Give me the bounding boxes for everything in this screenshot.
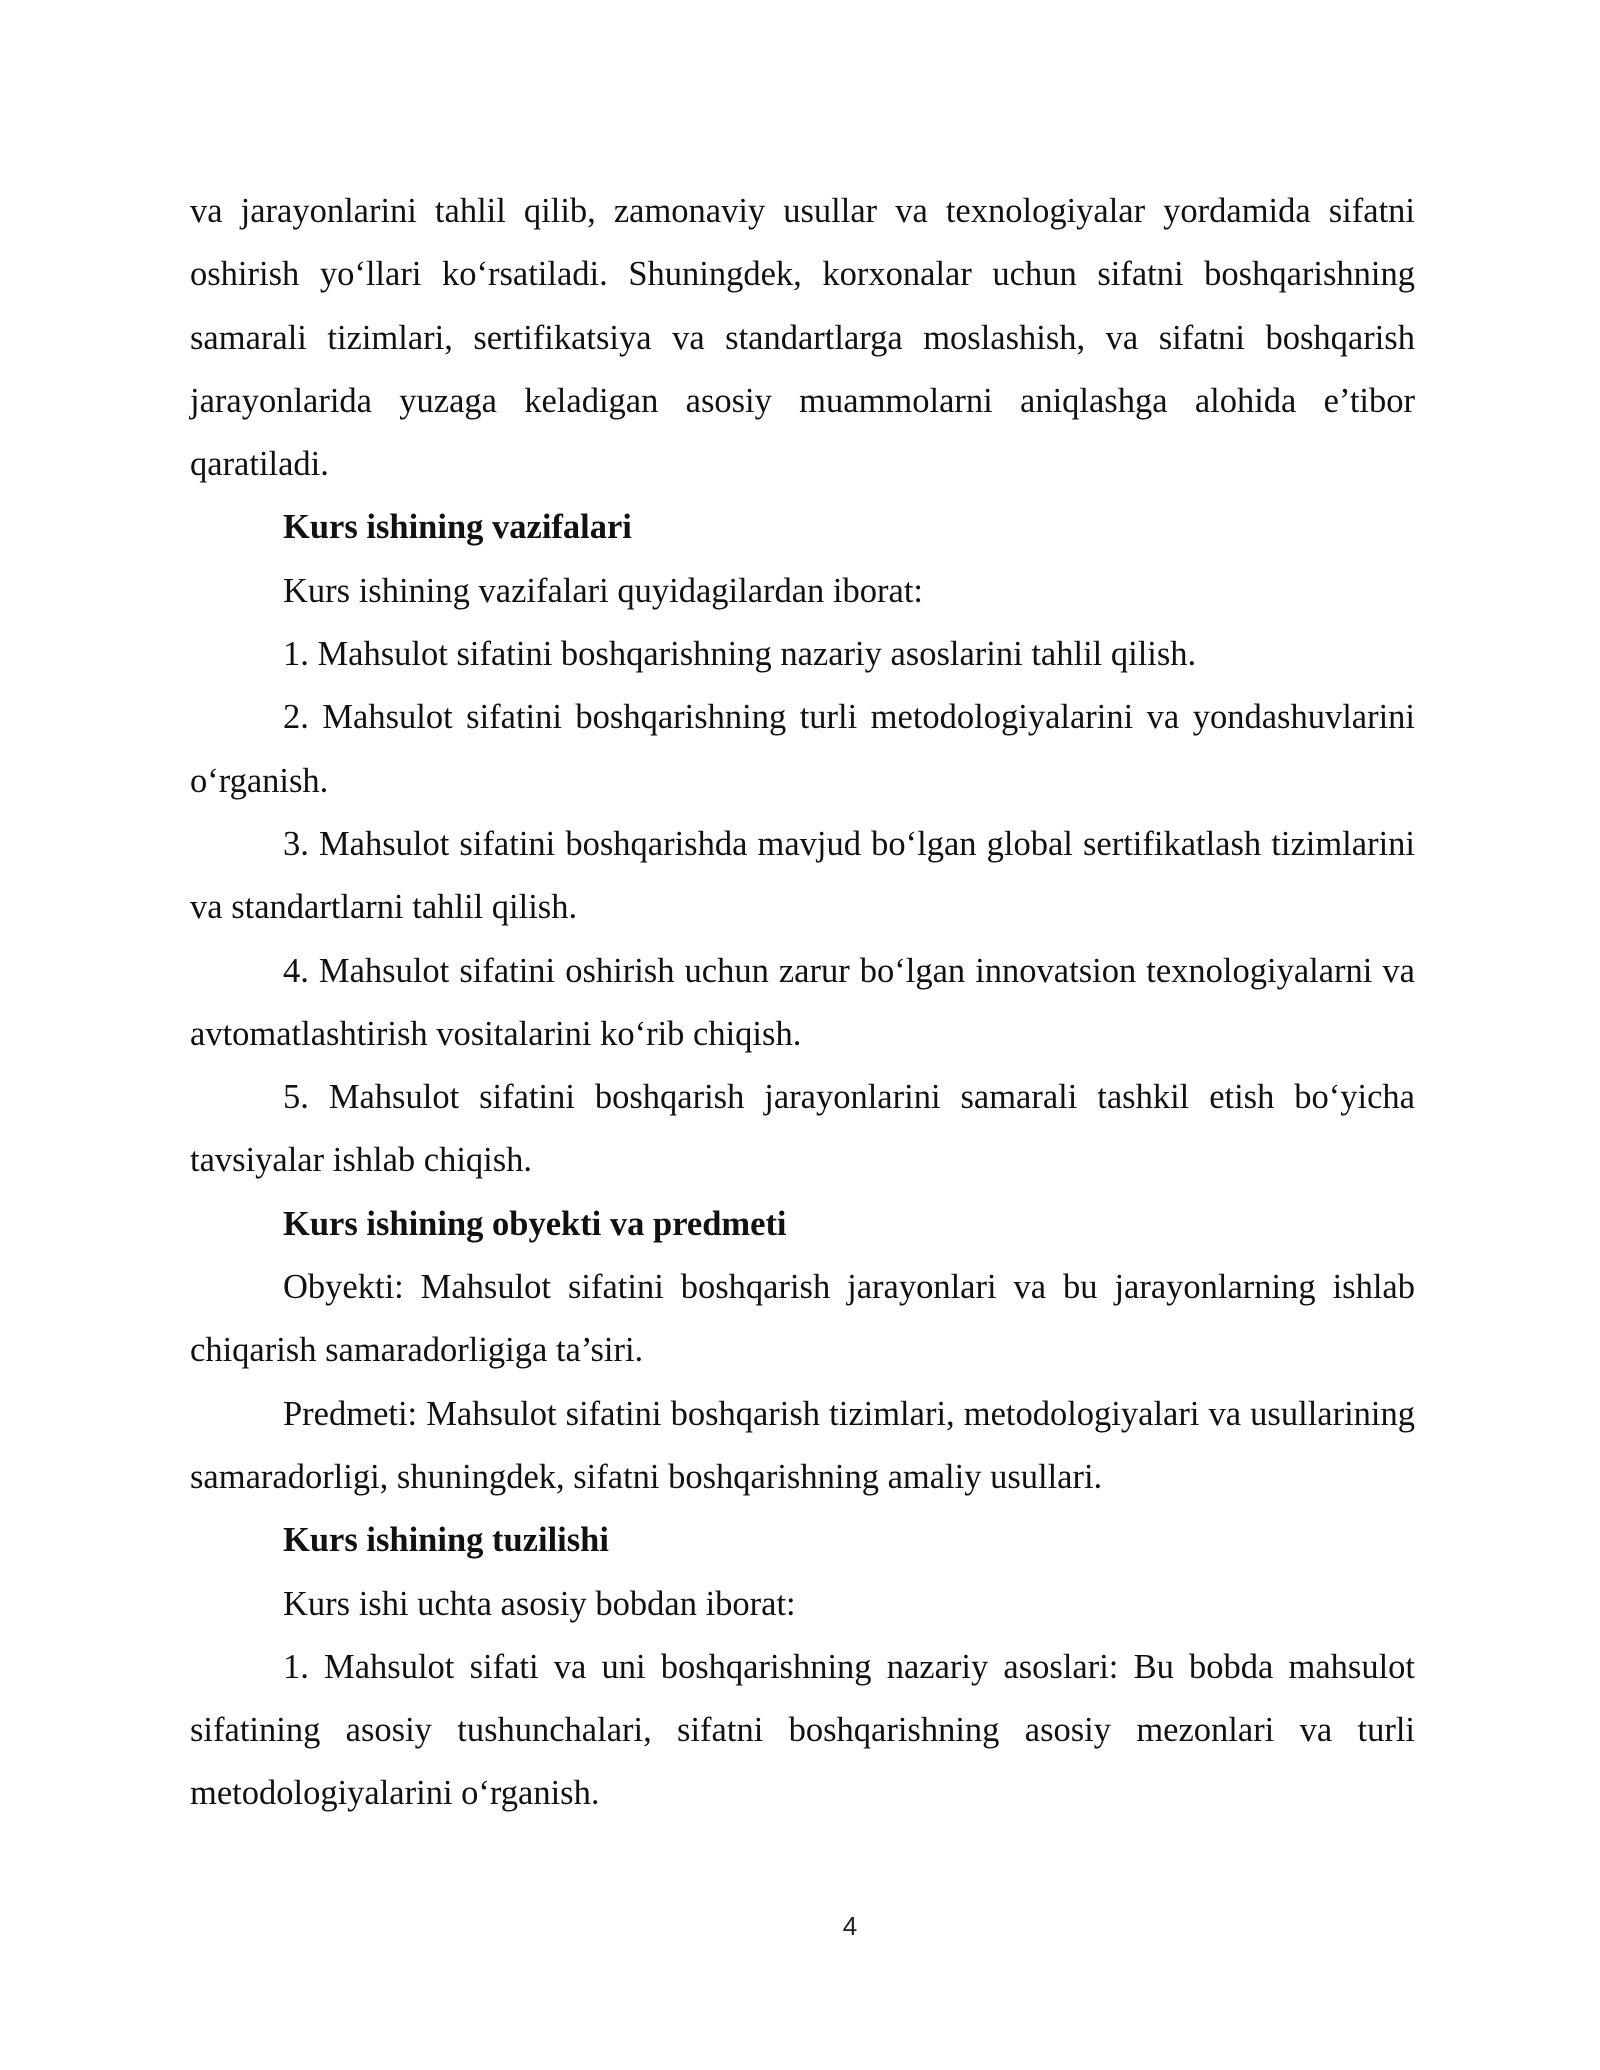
paragraph-subject: Predmeti: Mahsulot sifatini boshqarish tizimlari, metodologiyalari va usullarining samaradorligi, shuningdek, sifatni boshqarishning amaliy usullari. <box>190 1394 1415 1496</box>
list-item-task-5: 5. Mahsulot sifatini boshqarish jarayonlarini samarali tashkil etish bo‘yicha tavsiyalar ishlab chiqish. <box>190 1078 1415 1180</box>
heading-structure: Kurs ishining tuzilishi <box>283 1521 609 1560</box>
paragraph-intro-continuation: va jarayonlarini tahlil qilib, zamonaviy usullar va texnologiyalar yordamida sifatni oshirish yo‘llari ko‘rsatiladi. Shuningdek, korxonalar uchun sifatni boshqarishning samarali tizimlari, sertifikatsiya va standartlarga moslashish, va sifatni boshqarish jarayonlarida yuzaga keladigan asosiy muammolarni aniqlashga alohida e’tibor qaratiladi. <box>190 192 1415 484</box>
list-item-task-3: 3. Mahsulot sifatini boshqarishda mavjud bo‘lgan global sertifikatlash tizimlarini va standartlarni tahlil qilish. <box>190 824 1415 927</box>
list-item-chapter-1: 1. Mahsulot sifati va uni boshqarishning nazariy asoslari: Bu bobda mahsulot sifatining asosiy tushunchalari, sifatni boshqarishning asosiy mezonlari va turli metodologiyalarini o‘rganish. <box>190 1647 1415 1813</box>
heading-object-subject: Kurs ishining obyekti va predmeti <box>283 1204 787 1243</box>
paragraph-object: Obyekti: Mahsulot sifatini boshqarish jarayonlari va bu jarayonlarning ishlab chiqarish samaradorligiga ta’siri. <box>190 1268 1415 1370</box>
heading-tasks: Kurs ishining vazifalari <box>283 508 632 547</box>
list-item-task-1: 1. Mahsulot sifatini boshqarishning nazariy asoslarini tahlil qilish. <box>283 635 1197 674</box>
document-page-body <box>190 180 1415 1826</box>
list-item-task-2: 2. Mahsulot sifatini boshqarishning turli metodologiyalarini va yondashuvlarini o‘rganish. <box>190 698 1415 800</box>
list-item-task-4: 4. Mahsulot sifatini oshirish uchun zarur bo‘lgan innovatsion texnologiyalarni va avtomatlashtirish vositalarini ko‘rib chiqish. <box>190 951 1415 1053</box>
page-number: 4 <box>842 1911 858 1941</box>
paragraph-tasks-intro: Kurs ishining vazifalari quyidagilardan iborat: <box>283 571 923 610</box>
paragraph-structure-intro: Kurs ishi uchta asosiy bobdan iborat: <box>283 1584 796 1623</box>
